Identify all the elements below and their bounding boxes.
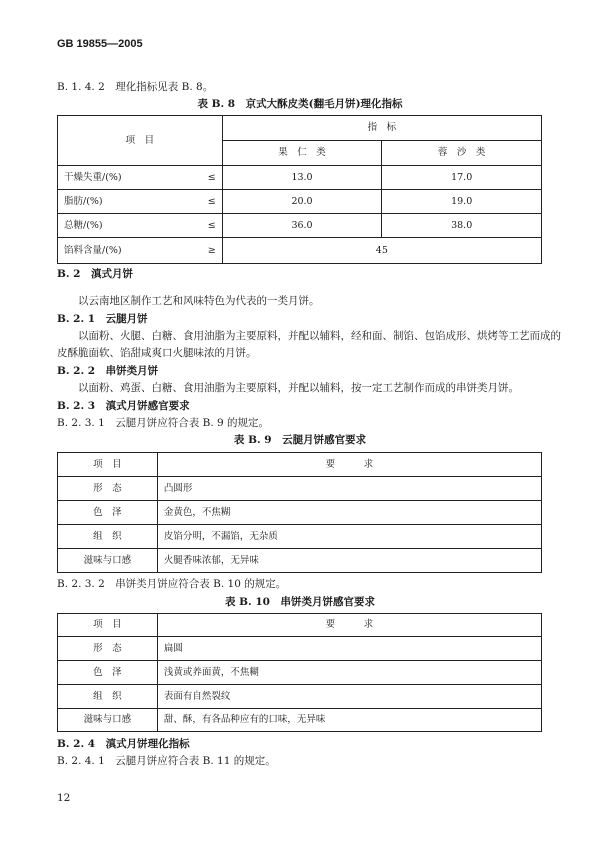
section-b2-heading: B. 2 滇式月饼 (57, 268, 133, 280)
table-b8-caption: 表 B. 8 京式大酥皮类(翻毛月饼)理化指标 (197, 98, 403, 110)
paragraph-b21-line1: 以面粉、火腿、白糖、食用油脂为主要原料，并配以辅料，经和面、制馅、包馅成形、烘烤等工艺而成的 (78, 330, 561, 342)
table-row: 馅料含量/(%) ≥ 45 (58, 238, 542, 264)
table-b8-head-item: 项 目 (58, 116, 223, 166)
section-b21-heading: B. 2. 1 云腿月饼 (57, 313, 148, 325)
paragraph-b2: 以云南地区制作工艺和风味特色为代表的一类月饼。 (78, 295, 320, 307)
table-b10-head-item: 项 目 (58, 614, 158, 637)
table-row: 脂肪/(%) ≤ 20.0 19.0 (58, 190, 542, 214)
table-row: 组 织 表面有自然裂纹 (58, 685, 542, 709)
section-b24-heading: B. 2. 4 滇式月饼理化指标 (57, 738, 190, 750)
table-row: 总糖/(%) ≤ 36.0 38.0 (58, 214, 542, 238)
table-b8-head-col1: 果 仁 类 (222, 141, 382, 166)
paragraph-b22: 以面粉、鸡蛋、白糖、食用油脂为主要原料，并配以辅料，按一定工艺制作而成的串饼类月饼。 (78, 382, 519, 394)
paragraph-b21-line2: 皮酥脆面软、馅甜咸爽口火腿味浓的月饼。 (57, 347, 257, 359)
page-number: 12 (57, 792, 71, 804)
clause-b142: B. 1. 4. 2 理化指标见表 B. 8。 (57, 81, 214, 93)
table-b9-head-item: 项 目 (58, 453, 158, 477)
table-b10-caption: 表 B. 10 串饼类月饼感官要求 (225, 596, 375, 608)
table-row: 色 泽 浅黄或养面黄，不焦糊 (58, 661, 542, 685)
clause-b232: B. 2. 3. 2 串饼类月饼应符合表 B. 10 的规定。 (57, 578, 287, 590)
clause-b231: B. 2. 3. 1 云腿月饼应符合表 B. 9 的规定。 (57, 417, 270, 429)
table-b9-caption: 表 B. 9 云腿月饼感官要求 (233, 434, 367, 446)
section-b22-heading: B. 2. 2 串饼类月饼 (57, 365, 159, 377)
table-b9 (57, 452, 542, 573)
table-row: 干燥失重/(%) ≤ 13.0 17.0 (58, 166, 542, 190)
clause-b241: B. 2. 4. 1 云腿月饼应符合表 B. 11 的规定。 (57, 755, 276, 767)
table-row: 组 织 皮馅分明，不漏馅，无杂质 (58, 525, 542, 549)
table-row: 滋味与口感 甜、酥，有各品种应有的口味，无异味 (58, 709, 542, 732)
table-row: 形 态 扁圆 (58, 637, 542, 661)
table-b10-head-req: 要 求 (157, 614, 541, 637)
table-row: 滋味与口感 火腿香味浓郁，无异味 (58, 549, 542, 573)
table-b9-head-req: 要 求 (157, 453, 541, 477)
standard-number: GB 19855—2005 (57, 38, 143, 50)
table-b8 (57, 115, 542, 264)
section-b23-heading: B. 2. 3 滇式月饼感官要求 (57, 400, 190, 412)
table-b8-head-col2: 蓉 沙 类 (382, 141, 542, 166)
table-row: 形 态 凸圆形 (58, 477, 542, 501)
table-row: 色 泽 金黄色，不焦糊 (58, 501, 542, 525)
table-b8-head-index: 指 标 (222, 116, 541, 141)
table-b10 (57, 613, 542, 732)
